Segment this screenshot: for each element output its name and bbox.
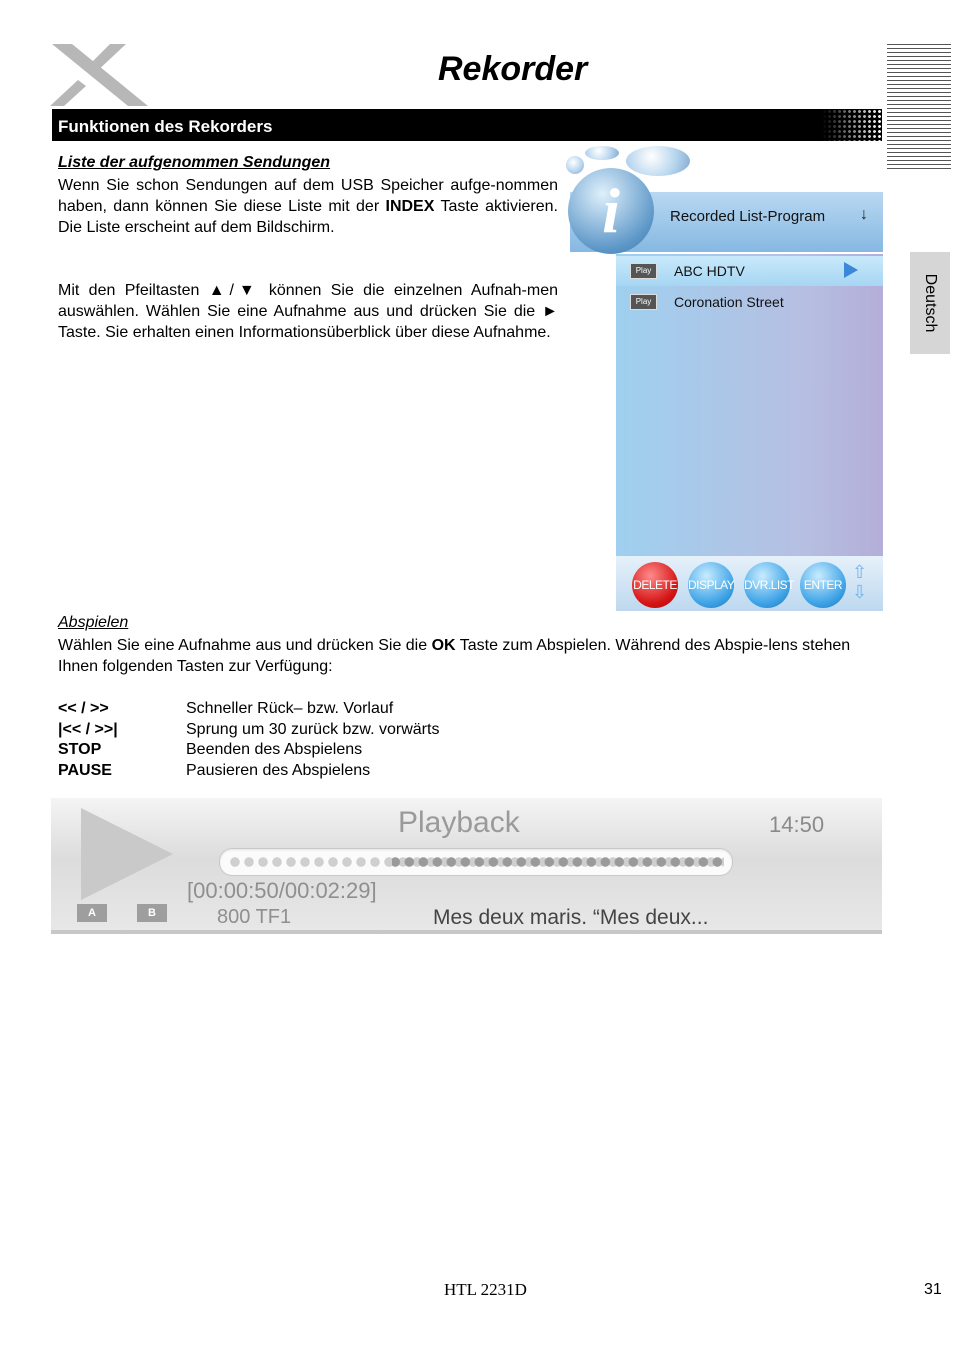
recorded-list-footer	[616, 556, 883, 611]
key-row	[58, 719, 439, 740]
key-description: Schneller Rück– bzw. Vorlauf	[186, 700, 394, 717]
recording-name: Coronation Street	[674, 294, 784, 310]
recorded-list-title: Recorded List-Program	[670, 208, 826, 225]
audio-a-badge: A	[77, 904, 107, 922]
arrow-keys-paragraph: Mit den Pfeiltasten ▲/▼ können Sie die einzelnen Aufnah-men auswählen. Wählen Sie eine Aufnahme aus und drücken Sie die ► Taste. Sie erhalten einen Informationsüberblick über diese Aufnahme.	[58, 282, 558, 341]
display-button[interactable]: DISPLAY	[688, 562, 734, 608]
play-icon	[81, 808, 173, 900]
key-row	[58, 760, 370, 781]
key-description: Sprung um 30 zurück bzw. vorwärts	[186, 721, 440, 738]
recording-item[interactable]	[616, 287, 883, 317]
decorative-stripes	[887, 44, 951, 172]
playback-heading: Abspielen	[58, 614, 129, 631]
recorded-list-screen	[560, 146, 890, 616]
key-name: STOP	[58, 741, 102, 758]
up-down-arrows-icon[interactable]: ⇧ ⇩	[852, 562, 868, 602]
recorded-list-paragraph: Wenn Sie schon Sendungen auf dem USB Speicher aufge-nommen haben, dann können Sie diese Liste mit der INDEX Taste aktivieren. Die Liste erscheint auf dem Bildschirm.	[58, 177, 558, 236]
page-number: 31	[924, 1281, 942, 1298]
clock: 14:50	[769, 812, 825, 837]
progress-bar[interactable]	[219, 848, 733, 876]
play-arrow-icon	[844, 262, 858, 278]
enter-button[interactable]: ENTER	[800, 562, 846, 608]
key-row	[58, 698, 393, 719]
key-row	[58, 739, 362, 760]
brand-logo	[50, 40, 150, 110]
playback-paragraph: Wählen Sie eine Aufnahme aus und drücken Sie die OK Taste zum Abspielen. Während des Abspie-lens stehen Ihnen folgenden Tasten zur Verfügung:	[58, 637, 851, 675]
play-badge[interactable]: Play	[630, 263, 657, 279]
language-label: Deutsch	[922, 273, 939, 333]
recording-list	[616, 254, 883, 556]
playback-screen	[51, 798, 882, 934]
key-description: Pausieren des Abspielens	[186, 762, 371, 779]
audio-b-badge: B	[137, 904, 167, 922]
recording-name: ABC HDTV	[674, 263, 745, 279]
playback-title: Playback	[398, 806, 520, 839]
key-name: << / >>	[58, 700, 109, 717]
channel-name: 800 TF1	[217, 906, 292, 928]
key-description: Beenden des Abspielens	[186, 741, 363, 758]
sort-down-icon: ↓	[860, 206, 868, 223]
language-tab	[910, 252, 950, 354]
dvr-list-button[interactable]: DVR.LIST	[744, 562, 790, 608]
play-badge[interactable]: Play	[630, 294, 657, 310]
progress-fill	[392, 856, 724, 868]
section-title: Funktionen des Rekorders	[58, 117, 273, 136]
program-name: Mes deux maris. “Mes deux...	[433, 906, 709, 929]
info-icon: i	[568, 168, 654, 254]
key-name: |<< / >>|	[58, 721, 118, 738]
recording-item[interactable]	[616, 256, 883, 286]
model-name: HTL 2231D	[444, 1280, 527, 1299]
page-title: Rekorder	[438, 50, 588, 88]
recorded-list-heading: Liste der aufgenommen Sendungen	[58, 154, 331, 171]
playback-time: [00:00:50/00:02:29]	[187, 878, 377, 903]
delete-button[interactable]: DELETE	[632, 562, 678, 608]
key-name: PAUSE	[58, 762, 112, 779]
